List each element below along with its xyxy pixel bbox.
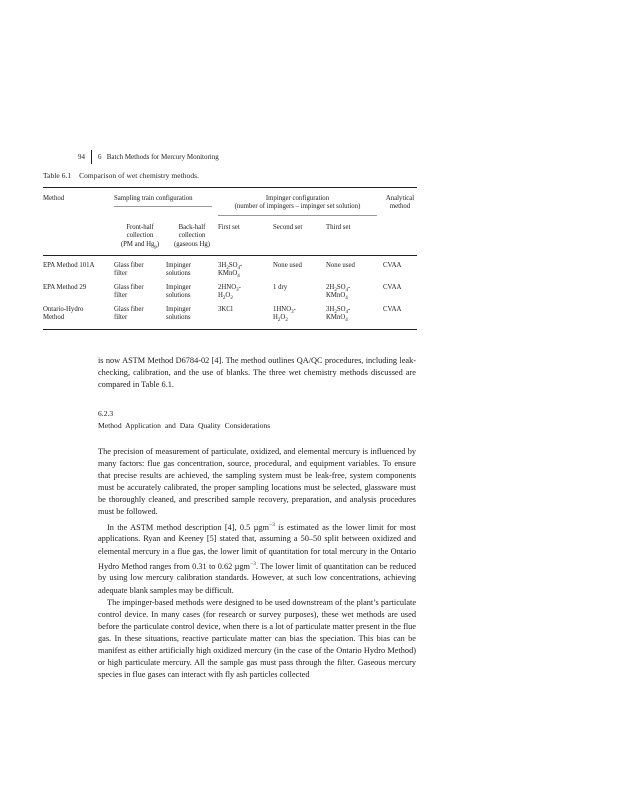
cell-analytical: CVAA bbox=[383, 283, 402, 291]
paragraph: The impinger-based methods were designed to be used downstream of the plant’s particulate control device. In many cases (for research or survey purposes), these wet methods are used before the particulate control device, when there is a lot of particulate matter present in the flue gas. In these situations, reactive particulate matter can bias the speciation. This bias can be manifest as either artificially high oxidized mercury (in the case of the Ontario Hydro Method) or high particulate mercury. All the sample gas must pass through the filter. Gaseous mercury species in flue gases can interact with fly ash particles collected bbox=[98, 597, 416, 680]
cell-first-set: $3H_2SO_4-$ KMnO$_4$ bbox=[218, 262, 243, 280]
header-impinger-configuration: Impinger configuration (number of impingers – impinger set solution) bbox=[218, 188, 383, 218]
cell-analytical: CVAA bbox=[383, 305, 402, 313]
table-row bbox=[43, 281, 417, 303]
table-subheader-row bbox=[43, 218, 417, 255]
cell-second-set: $1HNO_3-$ $H_2O_2$ bbox=[273, 305, 296, 324]
body-text bbox=[98, 446, 416, 681]
cell-back-half: Impinger solutions bbox=[166, 305, 191, 322]
header-third-set: Third set bbox=[326, 223, 351, 231]
header-back-half: Back-half collection (gaseous Hg) bbox=[173, 223, 211, 248]
table-row bbox=[43, 256, 417, 281]
table-header-row bbox=[43, 188, 417, 218]
cell-back-half: Impinger solutions bbox=[166, 262, 191, 278]
cell-second-set: None used bbox=[273, 262, 302, 270]
section-number: 6.2.3 bbox=[98, 409, 114, 418]
chapter-title: 6 Batch Methods for Mercury Monitoring bbox=[98, 153, 219, 161]
cell-front-half: Glass fiber filter bbox=[114, 305, 144, 322]
header-divider bbox=[91, 150, 92, 164]
table-bottom-rule bbox=[43, 329, 417, 330]
paragraph: The precision of measurement of particulate, oxidized, and elemental mercury is influenced by many factors: flue gas concentration, source, procedural, and equipment variables. To ensure that precise results are achieved, the sampling system must be leak-free, system components must be accurately calibrated, the proper sampling locations must be selected, glassware must be thoroughly cleaned, and prescribed sample recovery, preparation, and analysis procedures must be followed. bbox=[98, 447, 416, 517]
cell-third-set: $2H_2SO_4-$ KMnO$_4$ bbox=[326, 283, 351, 302]
cell-method: EPA Method 29 bbox=[43, 283, 87, 291]
cell-third-set: $3H_2SO_4-$ KMnO$_4$ bbox=[326, 305, 351, 324]
cell-first-set: 3KCl bbox=[218, 305, 233, 313]
cell-second-set: 1 dry bbox=[273, 283, 288, 291]
table-caption: Table 6.1 Comparison of wet chemistry methods. bbox=[43, 171, 200, 180]
cell-first-set: $2HNO_3-$ $H_2O_2$ bbox=[218, 283, 241, 302]
cell-front-half: Glass fiber filter bbox=[114, 283, 144, 300]
cell-third-set: None used bbox=[326, 262, 355, 270]
cell-back-half: Impinger solutions bbox=[166, 283, 191, 300]
section-title: Method Application and Data Quality Considerations bbox=[98, 421, 271, 430]
header-sampling-train: Sampling train configuration bbox=[114, 188, 218, 218]
cell-front-half: Glass fiber filter bbox=[114, 262, 144, 278]
running-header bbox=[78, 150, 219, 164]
header-method: Method bbox=[43, 195, 65, 202]
cell-method: Ontario-Hydro Method bbox=[43, 305, 84, 322]
comparison-table bbox=[43, 187, 417, 330]
header-second-set: Second set bbox=[273, 223, 303, 231]
paragraph: In the ASTM method description [4], 0.5 µgm$^{-3}$ is estimated as the lower limit for most applications. Ryan and Keeney [5] stated that, assuming a 50–50 split between oxidized and elemental mercury in a flue gas, the lower limit of quantitation for total mercury in the Ontario Hydro Method ranges from 0.31 to 0.62 µgm$^{-3}$. The lower limit of quantitation can be reduced by using low mercury calibration standards. However, at such low concentrations, achieving adequate blank samples may be difficult. bbox=[98, 521, 416, 595]
table-row bbox=[43, 303, 417, 330]
header-first-set: First set bbox=[218, 223, 240, 231]
header-front-half: Front-half collection (PM and $Hg_p$) bbox=[120, 223, 160, 250]
intro-paragraph: is now ASTM Method D6784-02 [4]. The method outlines QA/QC procedures, including leak-checking, calibration, and the use of blanks. The three wet chemistry methods discussed are compared in Table 6.1. bbox=[98, 356, 416, 390]
page-number: 94 bbox=[78, 153, 85, 161]
header-analytical-method: Analytical method bbox=[385, 195, 415, 211]
cell-analytical: CVAA bbox=[383, 262, 402, 270]
cell-method: EPA Method 101A bbox=[43, 262, 95, 270]
